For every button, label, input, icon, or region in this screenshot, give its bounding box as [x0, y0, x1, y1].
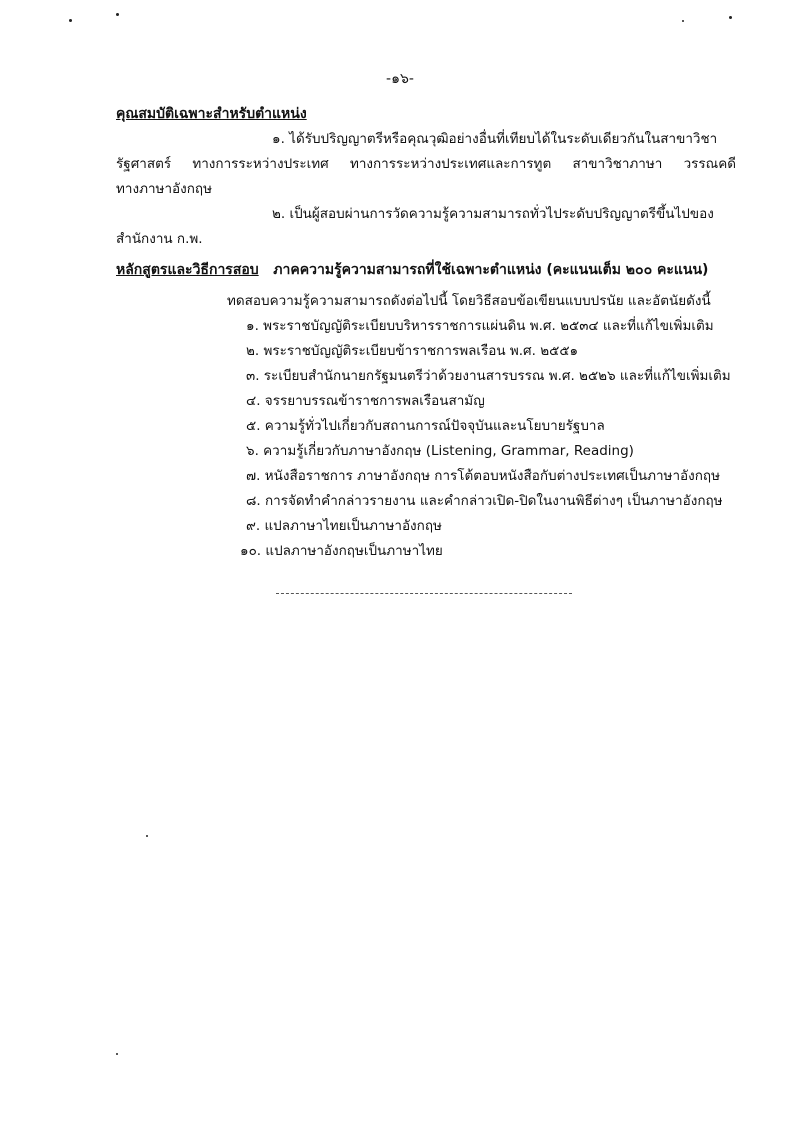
exam-topic-2: ๒. พระราชบัญญัติระเบียบข้าราชการพลเรือน พ.ศ. ๒๕๕๑ — [246, 343, 579, 359]
qualification-item-1-line-1: ๑. ได้รับปริญญาตรีหรือคุณวุฒิอย่างอื่นที่เทียบได้ในระดับเดียวกันในสาขาวิชา — [272, 131, 718, 147]
exam-topic-5: ๕. ความรู้ทั่วไปเกี่ยวกับสถานการณ์ปัจจุบันและนโยบายรัฐบาล — [246, 418, 605, 434]
exam-topic-9: ๙. แปลภาษาไทยเป็นภาษาอังกฤษ — [246, 518, 442, 534]
exam-topic-7: ๗. หนังสือราชการ ภาษาอังกฤษ การโต้ตอบหนังสือกับต่างประเทศเป็นภาษาอังกฤษ — [246, 468, 720, 484]
curriculum-title: หลักสูตรและวิธีการสอบ — [116, 262, 259, 278]
qualification-item-2-line-1: ๒. เป็นผู้สอบผ่านการวัดความรู้ความสามารถทั่วไประดับปริญญาตรีขึ้นไปของ — [272, 206, 714, 222]
scan-speck — [146, 835, 148, 837]
scan-speck — [729, 16, 732, 19]
exam-topic-3: ๓. ระเบียบสำนักนายกรัฐมนตรีว่าด้วยงานสารบรรณ พ.ศ. ๒๕๒๖ และที่แก้ไขเพิ่มเติม — [246, 368, 731, 384]
end-divider — [276, 593, 572, 594]
qualifications-title: คุณสมบัติเฉพาะสำหรับตำแหน่ง — [116, 106, 307, 122]
exam-topic-1: ๑. พระราชบัญญัติระเบียบบริหารราชการแผ่นดิน พ.ศ. ๒๕๓๔ และที่แก้ไขเพิ่มเติม — [246, 318, 714, 334]
qualification-item-2-line-2: สำนักงาน ก.พ. — [116, 231, 203, 247]
exam-topic-6: ๖. ความรู้เกี่ยวกับภาษาอังกฤษ (Listening, Grammar, Reading) — [246, 443, 634, 459]
curriculum-subtitle: ภาคความรู้ความสามารถที่ใช้เฉพาะตำแหน่ง (คะแนนเต็ม ๒๐๐ คะแนน) — [273, 262, 709, 278]
qualification-item-1-line-2: รัฐศาสตร์ ทางการระหว่างประเทศ ทางการระหว่างประเทศและการทูต สาขาวิชาภาษา วรรณคดี — [116, 156, 736, 172]
exam-topic-10: ๑๐. แปลภาษาอังกฤษเป็นภาษาไทย — [240, 543, 443, 559]
exam-topic-8: ๘. การจัดทำคำกล่าวรายงาน และคำกล่าวเปิด-ปิดในงานพิธีต่างๆ เป็นภาษาอังกฤษ — [246, 493, 723, 509]
qualifications-heading — [116, 103, 307, 125]
curriculum-intro: ทดสอบความรู้ความสามารถดังต่อไปนี้ โดยวิธีสอบข้อเขียนแบบปรนัย และอัตนัยดังนี้ — [227, 293, 711, 309]
page-number: -๑๖- — [386, 71, 414, 87]
exam-topic-4: ๔. จรรยาบรรณข้าราชการพลเรือนสามัญ — [246, 393, 485, 409]
scan-speck — [116, 13, 119, 16]
scan-speck — [69, 19, 72, 22]
scan-speck — [116, 1053, 118, 1055]
scan-speck — [682, 20, 684, 22]
qualification-item-1-line-3: ทางภาษาอังกฤษ — [116, 181, 212, 197]
curriculum-heading — [116, 259, 708, 281]
